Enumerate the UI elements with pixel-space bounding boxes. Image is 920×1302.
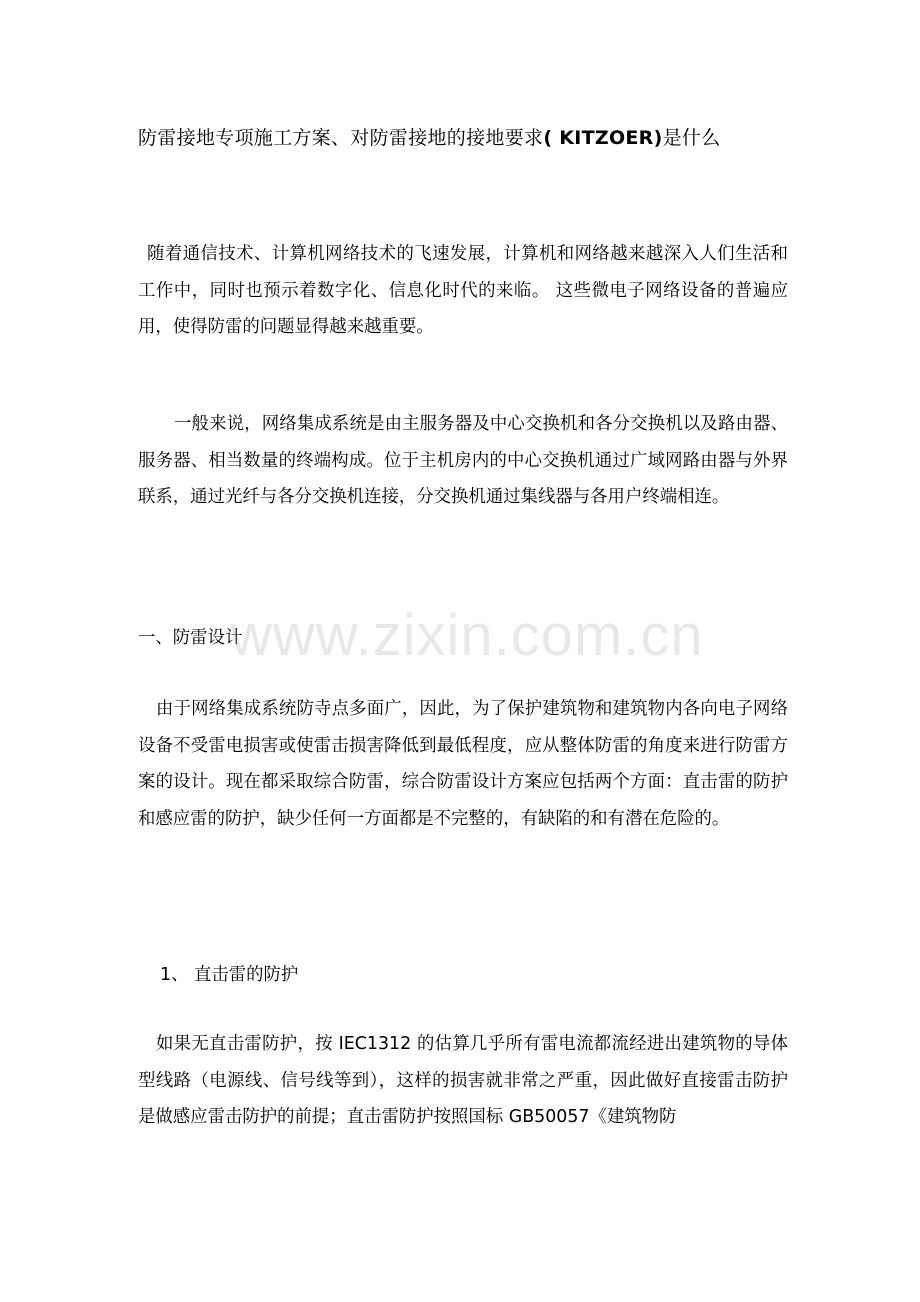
subsection-heading-direct-strike: 1、 直击雷的防护 — [160, 965, 299, 985]
section-heading-lightning-design: 一、防雷设计 — [138, 628, 243, 648]
title-bold-code: ( KITZOER) — [543, 127, 663, 149]
paragraph-intro: 随着通信技术、计算机网络技术的飞速发展，计算机和网络越来越深入人们生活和工作中，同时也预示着数字化、信息化时代的来临。 这些微电子网络设备的普遍应用，使得防雷的问题显得越来越重要。 — [138, 244, 788, 337]
document-title — [138, 122, 818, 154]
paragraph-network-system: 一般来说，网络集成系统是由主服务器及中心交换机和各分交换机以及路由器、服务器、相当数量的终端构成。位于主机房内的中心交换机通过广域网路由器与外界联系，通过光纤与各分交换机连接，分交换机通过集线器与各用户终端相连。 — [138, 414, 788, 507]
watermark: www.zixin.com.cn — [230, 603, 704, 668]
paragraph-lightning-design: 由于网络集成系统防寺点多面广，因此，为了保护建筑物和建筑物内各向电子网络设备不受雷电损害或使雷击损害降低到最低程度，应从整体防雷的角度来进行防雷方案的设计。现在都采取综合防雷，综合防雷设计方案应包括两个方面：直击雷的防护和感应雷的防护，缺少任何一方面都是不完整的，有缺陷的和有潜在危险的。 — [138, 699, 788, 829]
title-text: 防雷接地专项施工方案、对防雷接地的接地要求 — [138, 127, 544, 149]
title-suffix: 是什么 — [662, 127, 721, 149]
paragraph-direct-strike: 如果无直击雷防护，按 IEC1312 的估算几乎所有雷电流都流经进出建筑物的导体型线路（电源线、信号线等到），这样的损害就非常之严重，因此做好直接雷击防护是做感应雷击防护的前提；直击雷防护按照国标 GB50057《建筑物防 — [138, 1034, 788, 1127]
